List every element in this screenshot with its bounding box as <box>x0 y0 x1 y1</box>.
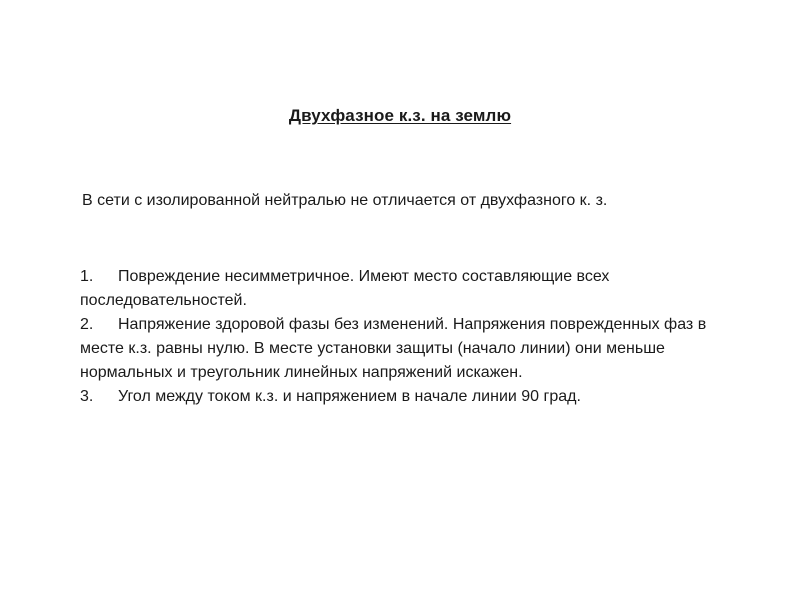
list-item-number: 1. <box>80 268 94 285</box>
numbered-list <box>80 265 720 409</box>
list-item-text: Повреждение несимметричное. Имеют место составляющие всех последовательностей. <box>80 268 610 309</box>
list-item <box>80 385 720 409</box>
slide-title: Двухфазное к.з. на землю <box>288 106 512 125</box>
list-item-number: 3. <box>80 388 94 405</box>
list-item <box>80 265 720 313</box>
list-item-text: Напряжение здоровой фазы без изменений. Напряжения поврежденных фаз в месте к.з. равны нулю. В месте установки защиты (начало линии) они меньше нормальных и треугольник линейных напряжений искажен. <box>80 316 707 381</box>
intro-paragraph: В сети с изолированной нейтралью не отличается от двухфазного к. з. <box>82 192 608 209</box>
list-item-number: 2. <box>80 316 94 333</box>
list-item-text: Угол между током к.з. и напряжением в начале линии 90 град. <box>118 388 581 405</box>
list-item <box>80 313 720 385</box>
